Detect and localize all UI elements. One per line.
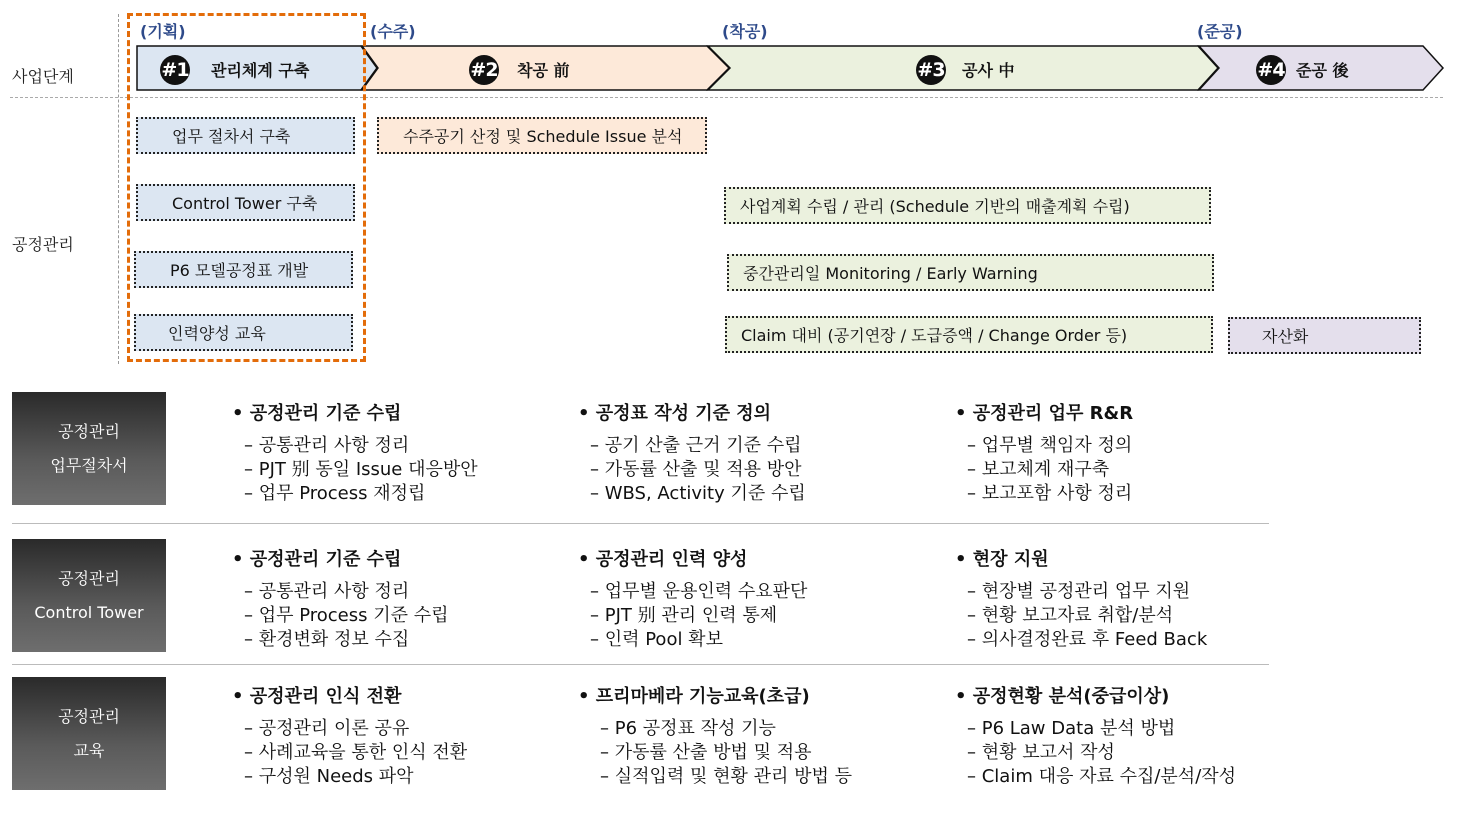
stage-3-number: #3 [916, 55, 946, 85]
list-item: – 공정관리 이론 공유 [244, 718, 410, 739]
list-item: – 사례교육을 통한 인식 전환 [244, 742, 468, 763]
task-p6-model: P6 모델공정표 개발 [134, 251, 353, 288]
row-label-process: 공정관리 [12, 235, 74, 254]
section-label-line1: 공정관리 [58, 568, 120, 588]
stage-2-number: #2 [469, 55, 499, 85]
list-item: – 환경변화 정보 수집 [244, 629, 410, 650]
list-item: – 공기 산출 근거 기준 수립 [590, 435, 802, 456]
stage-3-label: 공사 中 [962, 61, 1015, 80]
column-heading: • 공정현황 분석(중급이상) [955, 686, 1170, 707]
section-label-line1: 공정관리 [58, 706, 120, 726]
list-item: – 보고체계 재구축 [967, 459, 1110, 480]
section-label-line2: 교육 [73, 740, 105, 760]
section-control-tower-label [12, 539, 166, 652]
section-control-tower-col-3 [955, 548, 1207, 652]
section-procedure-col-1 [232, 402, 478, 506]
phase-label-start: (착공) [722, 22, 768, 41]
list-item: – 구성원 Needs 파악 [244, 766, 414, 787]
column-heading: • 공정관리 인식 전환 [232, 686, 402, 707]
list-item: – 업무별 운용인력 수요판단 [590, 581, 808, 602]
section-training-col-3 [955, 685, 1236, 789]
section-training-col-2 [578, 685, 852, 789]
list-item: – Claim 대응 자료 수집/분석/작성 [967, 766, 1237, 787]
column-heading: • 프리마베라 기능교육(초급) [578, 686, 810, 707]
task-training: 인력양성 교육 [134, 314, 353, 351]
list-item: – 공통관리 사항 정리 [244, 581, 410, 602]
list-item: – 현황 보고자료 취합/분석 [967, 605, 1174, 626]
list-item: – 의사결정완료 후 Feed Back [967, 629, 1208, 650]
task-monitoring: 중간관리일 Monitoring / Early Warning [727, 254, 1214, 291]
section-procedure-col-2 [578, 402, 806, 506]
list-item: – 보고포함 사항 정리 [967, 483, 1133, 504]
list-item: – 공통관리 사항 정리 [244, 435, 410, 456]
section-label-line1: 공정관리 [58, 421, 120, 441]
column-heading: • 공정표 작성 기준 정의 [578, 403, 772, 424]
list-item: – PJT 别 동일 Issue 대응방안 [244, 459, 478, 480]
stage-1-number: #1 [160, 55, 190, 85]
section-control-tower-col-2 [578, 548, 807, 652]
list-item: – PJT 别 관리 인력 통제 [590, 605, 778, 626]
task-asset: 자산화 [1228, 317, 1421, 354]
task-procedure: 업무 절차서 구축 [136, 117, 355, 154]
list-item: – P6 공정표 작성 기능 [600, 718, 776, 739]
list-item: – P6 Law Data 분석 방법 [967, 718, 1176, 739]
stage-2-label: 착공 前 [517, 61, 570, 80]
list-item: – 가동률 산출 방법 및 적용 [600, 742, 812, 763]
planning-highlight-frame [127, 13, 366, 362]
stage-4-label: 준공 後 [1296, 61, 1349, 80]
section-training-col-1 [232, 685, 467, 789]
stage-1-label: 관리체계 구축 [211, 61, 310, 80]
list-item: – 실적입력 및 현황 관리 방법 등 [600, 766, 852, 787]
section-divider [12, 664, 1269, 665]
list-item: – 인력 Pool 확보 [590, 629, 723, 650]
section-training-label [12, 677, 166, 790]
task-business-plan: 사업계획 수립 / 관리 (Schedule 기반의 매출계획 수립) [724, 187, 1211, 224]
section-label-line2: 업무절차서 [50, 455, 128, 475]
section-label-line2: Control Tower [34, 602, 144, 622]
list-item: – 현황 보고서 작성 [967, 742, 1115, 763]
phase-label-planning: (기획) [140, 22, 186, 41]
phase-label-order: (수주) [370, 22, 416, 41]
column-heading: • 공정관리 업무 R&R [955, 403, 1134, 424]
stage-4-number: #4 [1256, 55, 1286, 85]
list-item: – 업무 Process 기준 수립 [244, 605, 449, 626]
task-schedule-issue: 수주공기 산정 및 Schedule Issue 분석 [377, 117, 707, 154]
phase-label-completion: (준공) [1197, 22, 1243, 41]
section-divider [12, 523, 1269, 524]
column-heading: • 공정관리 기준 수립 [232, 403, 402, 424]
section-procedure-label [12, 392, 166, 505]
list-item: – 가동률 산출 및 적용 방안 [590, 459, 802, 480]
column-heading: • 현장 지원 [955, 549, 1049, 570]
section-control-tower-col-1 [232, 548, 449, 652]
task-control-tower: Control Tower 구축 [136, 184, 355, 221]
row-label-stage: 사업단계 [12, 67, 74, 86]
task-claim: Claim 대비 (공기연장 / 도급증액 / Change Order 등) [725, 316, 1213, 353]
column-heading: • 공정관리 인력 양성 [578, 549, 748, 570]
list-item: – 현장별 공정관리 업무 지원 [967, 581, 1191, 602]
column-heading: • 공정관리 기준 수립 [232, 549, 402, 570]
list-item: – 업무별 책임자 정의 [967, 435, 1133, 456]
section-procedure-col-3 [955, 402, 1133, 506]
list-item: – WBS, Activity 기준 수립 [590, 483, 806, 504]
list-item: – 업무 Process 재정립 [244, 483, 426, 504]
